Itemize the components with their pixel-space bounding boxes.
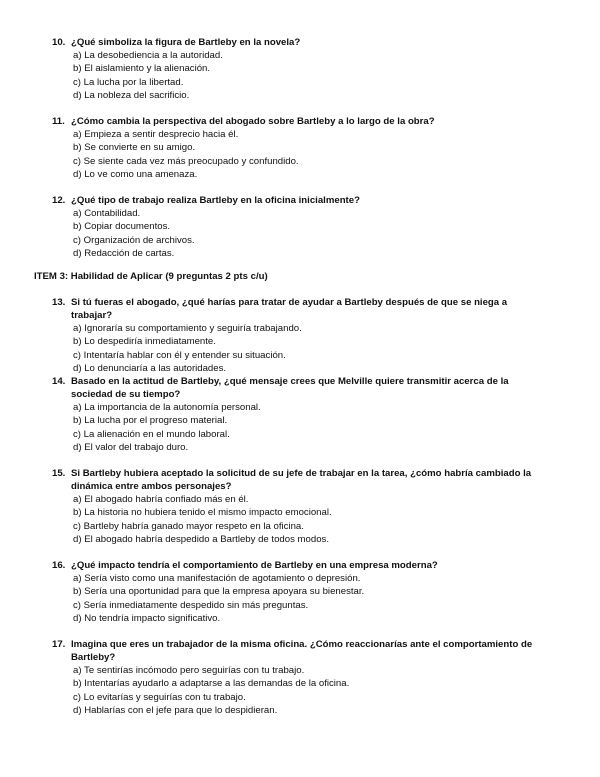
question-heading bbox=[0, 375, 600, 401]
option-a: a) Sería visto como una manifestación de agotamiento o depresión. bbox=[73, 573, 361, 584]
option-b: b) Intentarías ayudarlo a adaptarse a las demandas de la oficina. bbox=[73, 678, 350, 690]
question-15 bbox=[0, 467, 600, 547]
option-d: d) El valor del trabajo duro. bbox=[73, 442, 189, 454]
question-text: ¿Cómo cambia la perspectiva del abogado sobre Bartleby a lo largo de la obra? bbox=[71, 116, 435, 127]
option-a: a) Empieza a sentir desprecio hacia él. bbox=[73, 129, 239, 140]
option-b: b) El aislamiento y la alienación. bbox=[73, 63, 211, 75]
option-c: c) Intentaría hablar con él y entender su situación. bbox=[73, 349, 286, 361]
question-number: 10. bbox=[52, 37, 66, 48]
question-10 bbox=[0, 36, 600, 103]
question-text: Si tú fueras el abogado, ¿qué harías para tratar de ayudar a Bartleby después de que se niega a trabajar? bbox=[71, 297, 508, 321]
question-number: 15. bbox=[52, 468, 66, 479]
question-text: ¿Qué tipo de trabajo realiza Bartleby en la oficina inicialmente? bbox=[71, 195, 360, 206]
option-b: b) Sería una oportunidad para que la empresa apoyara su bienestar. bbox=[73, 586, 365, 598]
option-d: d) Lo ve como una amenaza. bbox=[73, 169, 198, 181]
option-b: b) La lucha por el progreso material. bbox=[73, 415, 228, 427]
option-a: a) Te sentirías incómodo pero seguirías con tu trabajo. bbox=[73, 665, 305, 676]
question-number: 17. bbox=[52, 639, 66, 650]
option-c: c) Lo evitarías y seguirías con tu trabajo. bbox=[73, 691, 246, 703]
question-heading bbox=[0, 115, 600, 128]
question-text: Imagina que eres un trabajador de la misma oficina. ¿Cómo reaccionarías ante el comportamiento de Bartleby? bbox=[71, 639, 533, 663]
question-heading bbox=[0, 559, 600, 572]
option-c: c) Organización de archivos. bbox=[73, 234, 195, 246]
option-d: d) Hablarías con el jefe para que lo despidieran. bbox=[73, 705, 278, 717]
option-b: b) Copiar documentos. bbox=[73, 221, 171, 233]
option-a: a) Contabilidad. bbox=[73, 208, 141, 219]
option-d: d) Redacción de cartas. bbox=[73, 248, 175, 260]
question-number: 12. bbox=[52, 195, 66, 206]
question-number: 16. bbox=[52, 560, 66, 571]
question-12 bbox=[0, 194, 600, 261]
option-c: c) La lucha por la libertad. bbox=[73, 76, 184, 88]
question-heading bbox=[0, 194, 600, 207]
option-c: c) Se siente cada vez más preocupado y confundido. bbox=[73, 155, 299, 167]
question-heading bbox=[0, 638, 600, 664]
question-17 bbox=[0, 638, 600, 718]
option-d: d) El abogado habría despedido a Bartleby de todos modos. bbox=[73, 534, 330, 546]
option-a: a) La importancia de la autonomía personal. bbox=[73, 402, 261, 413]
question-16 bbox=[0, 559, 600, 626]
option-c: c) Sería inmediatamente despedido sin más preguntas. bbox=[73, 599, 309, 611]
option-c: c) Bartleby habría ganado mayor respeto en la oficina. bbox=[73, 520, 304, 532]
option-a: a) El abogado habría confiado más en él. bbox=[73, 494, 249, 505]
option-a: a) La desobediencia a la autoridad. bbox=[73, 50, 223, 61]
option-c: c) La alienación en el mundo laboral. bbox=[73, 428, 230, 440]
question-text: Si Bartleby hubiera aceptado la solicitud de su jefe de trabajar en la tarea, ¿cómo habría cambiado la dinámica entre ambos personajes? bbox=[71, 468, 532, 492]
question-text: ¿Qué simboliza la figura de Bartleby en la novela? bbox=[71, 37, 301, 48]
question-number: 14. bbox=[52, 376, 66, 387]
question-heading bbox=[0, 467, 600, 493]
section-title: ITEM 3: Habilidad de Aplicar (9 preguntas 2 pts c/u) bbox=[34, 271, 268, 282]
question-number: 11. bbox=[52, 116, 65, 127]
option-d: d) No tendría impacto significativo. bbox=[73, 613, 221, 625]
question-13 bbox=[0, 296, 600, 376]
question-14 bbox=[0, 375, 600, 455]
question-text: ¿Qué impacto tendría el comportamiento de Bartleby en una empresa moderna? bbox=[71, 560, 438, 571]
option-d: d) Lo denunciaría a las autoridades. bbox=[73, 363, 227, 375]
option-b: b) Lo despediría inmediatamente. bbox=[73, 336, 216, 348]
question-heading bbox=[0, 296, 600, 322]
question-text: Basado en la actitud de Bartleby, ¿qué mensaje crees que Melville quiere transmitir acerca de la sociedad de su tiempo? bbox=[71, 376, 509, 400]
question-heading bbox=[0, 36, 600, 49]
option-b: b) La historia no hubiera tenido el mismo impacto emocional. bbox=[73, 507, 332, 519]
option-b: b) Se convierte en su amigo. bbox=[73, 142, 196, 154]
question-number: 13. bbox=[52, 297, 66, 308]
option-a: a) Ignoraría su comportamiento y seguiría trabajando. bbox=[73, 323, 302, 334]
question-11 bbox=[0, 115, 600, 182]
option-d: d) La nobleza del sacrificio. bbox=[73, 90, 190, 102]
